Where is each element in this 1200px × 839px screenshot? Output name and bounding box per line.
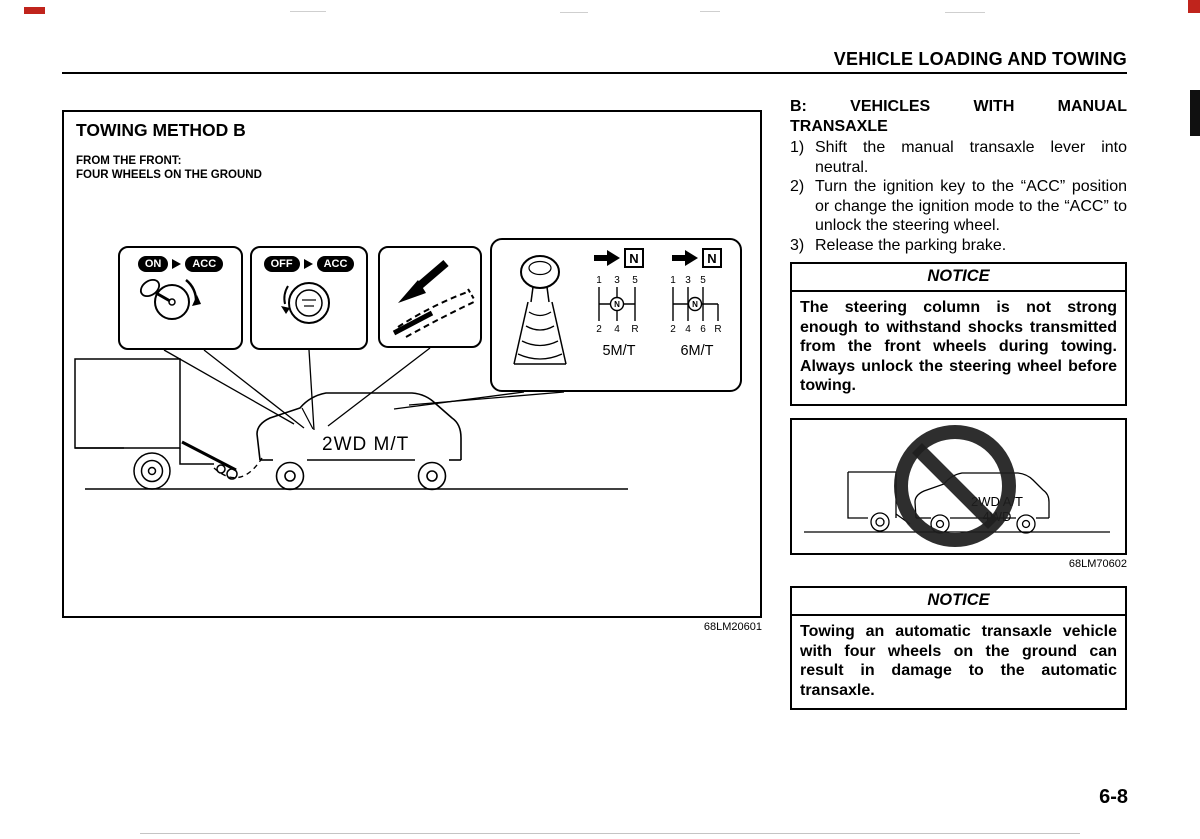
step-item xyxy=(790,236,1127,256)
notice-box-automatic xyxy=(790,586,1127,710)
mode-off-badge: OFF xyxy=(264,256,300,272)
shift-pattern-5mt-group xyxy=(580,240,658,390)
transmission-label-5mt: 5M/T xyxy=(602,343,636,359)
svg-text:2: 2 xyxy=(596,324,602,335)
prohibited-drivetrain-label2: 4WD xyxy=(982,509,1012,524)
shift-pattern-5mt xyxy=(587,273,651,335)
svg-text:4: 4 xyxy=(685,324,691,335)
notice-box-steering xyxy=(790,262,1127,406)
shift-pattern-6mt xyxy=(665,273,729,335)
figure-subtitle-line2: FOUR WHEELS ON THE GROUND xyxy=(76,169,262,181)
scan-registration-mark xyxy=(1188,0,1200,13)
notice-title: NOTICE xyxy=(792,588,1125,616)
svg-text:1: 1 xyxy=(670,275,676,286)
ignition-key-icon xyxy=(120,272,241,330)
scan-artifact xyxy=(560,12,588,13)
step-number: 1) xyxy=(790,139,805,156)
mode-acc-badge: ACC xyxy=(317,256,355,272)
step-item xyxy=(790,177,1127,236)
step-text: Shift the manual transaxle lever into neutral. xyxy=(815,139,1127,176)
svg-text:N: N xyxy=(692,300,698,309)
arrow-right-icon xyxy=(304,259,313,269)
figure-title: TOWING METHOD B xyxy=(76,120,246,140)
prohibited-towing-figure xyxy=(790,418,1127,555)
scan-registration-mark xyxy=(24,7,45,14)
scan-artifact xyxy=(140,833,1080,834)
svg-text:R: R xyxy=(631,324,639,335)
arrow-right-icon xyxy=(594,250,620,266)
instruction-steps xyxy=(790,138,1127,255)
towing-method-b-figure xyxy=(62,110,762,618)
unlock-arrow-wiper-icon xyxy=(380,251,480,347)
notice-body: Towing an automatic transaxle vehicle with four wheels on the ground can result in damage to the automatic transaxle. xyxy=(800,623,1117,699)
figure-subtitle xyxy=(76,154,262,182)
arrow-right-icon xyxy=(172,259,181,269)
ignition-key-positions xyxy=(120,256,241,272)
svg-text:6: 6 xyxy=(700,324,706,335)
shift-to-neutral-indicator xyxy=(594,248,644,268)
step-number: 2) xyxy=(790,178,805,195)
section-heading-line2: TRANSAXLE xyxy=(790,117,888,135)
figure-subtitle-line1: FROM THE FRONT: xyxy=(76,155,182,167)
svg-text:N: N xyxy=(614,300,620,309)
engine-switch-callout xyxy=(250,246,368,350)
neutral-box: N xyxy=(624,248,644,268)
svg-text:1: 1 xyxy=(596,275,602,286)
tow-truck-art xyxy=(75,359,262,489)
arrow-right-icon xyxy=(672,250,698,266)
notice-body: The steering column is not strong enough to withstand shocks transmitted from the front wheels during towing. Always unlock the steering wheel before towing. xyxy=(800,299,1117,394)
step-text: Release the parking brake. xyxy=(815,236,1007,254)
page-title: VEHICLE LOADING AND TOWING xyxy=(833,49,1127,69)
ignition-key-callout xyxy=(118,246,243,350)
svg-text:3: 3 xyxy=(685,275,691,286)
svg-text:4: 4 xyxy=(614,324,620,335)
notice-title: NOTICE xyxy=(792,264,1125,292)
position-on-badge: ON xyxy=(138,256,169,272)
neutral-box: N xyxy=(702,248,722,268)
header-rule xyxy=(62,72,1127,74)
svg-text:5: 5 xyxy=(700,275,706,286)
position-acc-badge: ACC xyxy=(185,256,223,272)
transmission-label-6mt: 6M/T xyxy=(680,343,714,359)
section-heading xyxy=(790,97,1127,136)
step-text: Turn the ignition key to the “ACC” position or change the ignition mode to the “ACC” to unlock the steering wheel. xyxy=(815,178,1127,234)
svg-text:R: R xyxy=(714,324,722,335)
prohibition-sign-icon xyxy=(901,432,1009,540)
car-drivetrain-label: 2WD M/T xyxy=(322,434,410,455)
svg-text:3: 3 xyxy=(614,275,620,286)
engine-start-button-icon xyxy=(252,272,366,330)
shift-to-neutral-indicator xyxy=(672,248,722,268)
svg-text:2: 2 xyxy=(670,324,676,335)
scan-artifact xyxy=(290,11,326,12)
step-item xyxy=(790,138,1127,177)
step-number: 3) xyxy=(790,236,805,254)
scan-artifact xyxy=(700,11,720,12)
figure-code: 68LM20601 xyxy=(703,621,762,633)
section-heading-line1: B: VEHICLES WITH MANUAL xyxy=(790,98,1127,115)
steering-unlock-callout xyxy=(378,246,482,348)
prohibited-drivetrain-label1: 2WD A/T xyxy=(970,494,1024,509)
figure-code: 68LM70602 xyxy=(1068,558,1127,570)
shift-pattern-callout xyxy=(490,238,742,392)
gear-shift-lever-icon xyxy=(500,246,580,386)
shift-pattern-6mt-group xyxy=(658,240,736,390)
page-number: 6-8 xyxy=(1099,786,1128,808)
engine-switch-modes xyxy=(252,256,366,272)
scan-artifact xyxy=(945,12,985,13)
scan-artifact xyxy=(1190,90,1200,136)
svg-text:5: 5 xyxy=(632,275,638,286)
prohibited-towing-illustration xyxy=(792,420,1125,553)
